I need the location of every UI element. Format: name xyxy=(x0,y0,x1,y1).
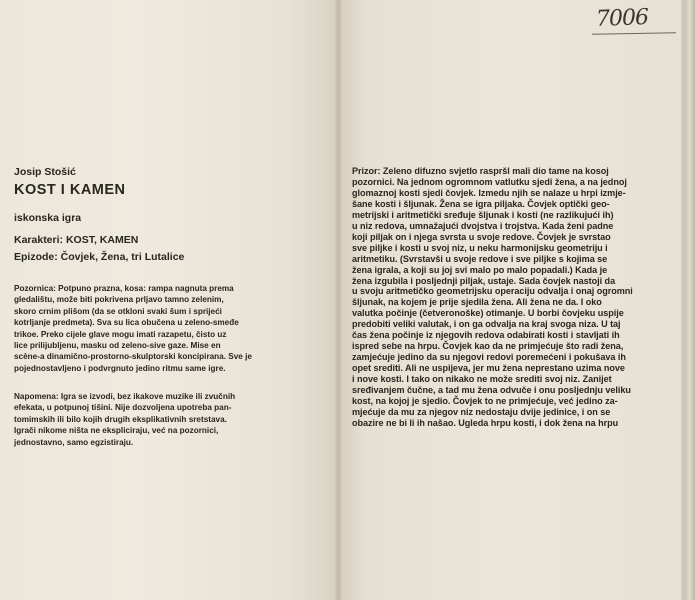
scene-line: sve piljke i kosti u svoj niz, u neku harmonijsku geometriju i xyxy=(352,242,608,253)
page-edges xyxy=(681,0,695,600)
scene-line: šane kosti i šljunak. Žena se igra piljaka. Čovjek optički geo- xyxy=(352,198,610,209)
note-line: efekata, u potpunoj tišini. Nije dozvoljena upotreba pan- xyxy=(14,403,232,413)
scene-line: žena izgubila i posljednji piljak, ustaje. Sada čovjek nastoji da xyxy=(352,275,616,286)
scene-line: u niz redova, umnažajući dvojstva i trojstva. Kada ženi padne xyxy=(352,220,614,231)
stage-line: kotrljanje predmeta). Sva su lica obučena u zeleno-smeđe xyxy=(14,318,239,328)
scene-line: zamjećuje jedino da su njegovi redovi poremećeni i pokušava ih xyxy=(352,352,626,363)
scene-line: predobiti veliki valutak, i on ga odvalja na kraj svoga niza. U taj xyxy=(352,319,621,330)
stage-line: skoro crnim plišom (da se otkloni svaki šum i sprijeći xyxy=(14,306,222,316)
scene-line: žena igrala, a koji su joj svi malo po malo popadali.) Kada je xyxy=(352,264,608,275)
play-title: KOST I KAMEN xyxy=(14,182,126,198)
scene-line: čas žena počinje iz njegovih redova odabirati kosti i stavljati ih xyxy=(352,330,620,341)
scene-line: valutka počinje (četveronoške) otimanje. U borbi čovjeku uspije xyxy=(352,308,624,319)
scene-line: aritmetiku. (Svrstavši u svoje redove i sve piljke s kojima se xyxy=(352,253,608,264)
scene-line: metrijski i aritmetički sređuje šljunak i kosti (ne razlikujući ih) xyxy=(352,209,614,220)
characters-line: Karakteri: KOST, KAMEN xyxy=(14,234,139,246)
stage-line: trikoe. Preko cijele glave mogu imati razapetu, čisto uz xyxy=(14,329,227,339)
scene-line: šljunak, na kojem je prije sjedila žena. Ali žena ne da. I oko xyxy=(352,297,602,308)
scene-paragraph xyxy=(352,166,674,429)
scene-line: pozornici. Na jednom ogromnom vatlutku sjedi žena, a na jednoj xyxy=(352,176,627,187)
scene-line: koji piljak on i njega svrsta u svoje redove. Čovjek je svrstao xyxy=(352,231,611,242)
stage-line: Pozornica: Potpuno prazna, kosa: rampa nagnuta prema xyxy=(14,284,234,293)
scene-line: obazire ne bi li ih našao. Ugleda hrpu kosti, i dok žena na hrpu xyxy=(352,417,619,428)
episodes-line: Epizode: Čovjek, Žena, tri Lutalice xyxy=(14,251,185,263)
note-line: Napomena: Igra se izvodi, bez ikakove muzike ili zvučnih xyxy=(14,392,236,401)
stage-line: gledalištu, može biti pokrivena prljavo tamno zelenim, xyxy=(14,295,224,305)
note-line: Igrači nikome ništa ne ekspliciraju, već na pozornici, xyxy=(14,426,219,436)
book-gutter xyxy=(334,0,342,600)
note-paragraph xyxy=(14,391,334,448)
play-subtitle: iskonska igra xyxy=(14,212,82,224)
scene-line: Prizor: Zeleno difuzno svjetlo raspršl mali dio tame na kosoj xyxy=(352,166,609,176)
scene-line: i nove kosti. I tako on nikako ne može srediti svoj niz. Zanijet xyxy=(352,374,612,385)
stage-description xyxy=(14,283,334,374)
scene-line: u svoju aritmetičko geometrijsku operaciju odvalja i onaj ogromni xyxy=(352,286,633,297)
scene-line: kost, na kojoj je sjedio. Čovjek to ne primjećuje, već jedino za- xyxy=(352,396,618,407)
stage-line: pojednostavljeno i podvrgnuto jedino ritmu same igre. xyxy=(14,363,226,373)
scene-line: mjećuje da mu za njegov niz nedostaju dvije jedinice, i on se xyxy=(352,406,611,417)
stage-line: scène-a dinamično-prostorno-skulptorski koncipirana. Sve je xyxy=(14,352,252,362)
scene-line: sređivanjem čučne, a tad mu žena odvuče i onu posljednju veliku xyxy=(352,385,631,396)
note-line: jednostavno, samo egzistiraju. xyxy=(14,437,134,447)
handwritten-note: 7006 xyxy=(595,5,649,32)
scene-line: ispred sebe na hrpu. Čovjek kao da ne primjećuje što radi žena, xyxy=(352,341,624,352)
author-name: Josip Stošić xyxy=(14,166,76,178)
scene-line: glomaznoj kosti sjedi čovjek. Izmedu njih se nalaze u hrpi izmje- xyxy=(352,187,626,198)
note-line: tomimskih ili bilo kojih drugih eksplikativnih sretstava. xyxy=(14,414,227,424)
scene-line: opet srediti. Ali ne uspijeva, jer mu žena neprestano uzima nove xyxy=(352,363,625,374)
left-page xyxy=(0,0,338,600)
stage-line: lice prilijubljenu, masku od zeleno-sive gaze. Mise en xyxy=(14,341,221,351)
